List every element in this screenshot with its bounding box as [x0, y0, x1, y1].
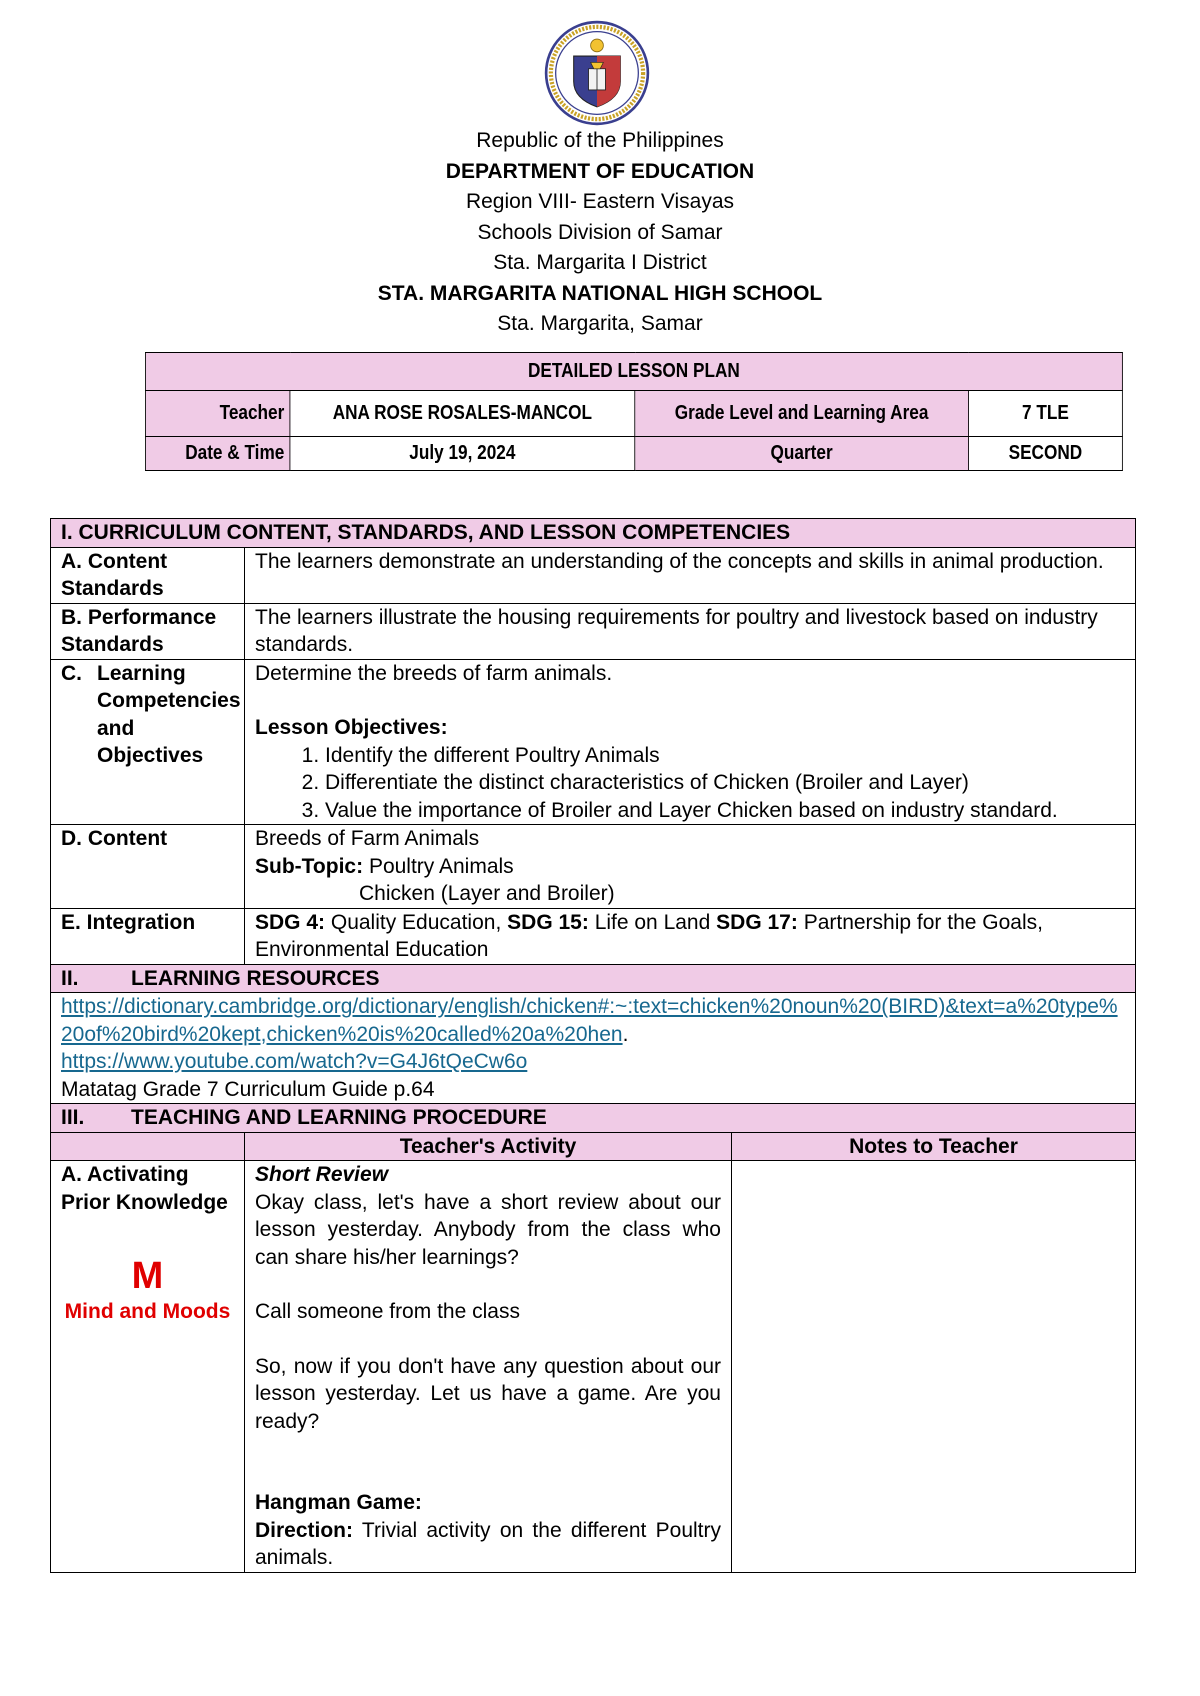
notes-to-teacher-cell	[732, 1161, 1136, 1573]
performance-standards-label: B. Performance Standards	[51, 603, 245, 659]
m-letter: M	[131, 1255, 164, 1297]
teachers-activity-cell	[245, 1161, 732, 1573]
teacher-label: Teacher	[145, 391, 289, 437]
competencies-cell	[245, 659, 1136, 825]
date-value: July 19, 2024	[290, 437, 635, 471]
content-text: Breeds of Farm Animals	[255, 827, 480, 850]
activating-knowledge-label: A. Activating Prior Knowledge	[61, 1163, 228, 1214]
subtopic-value: Poultry Animals	[368, 854, 514, 878]
document-header	[0, 126, 1200, 340]
competencies-letter: C.	[61, 661, 82, 685]
procedure-header-blank	[51, 1132, 245, 1161]
grade-label: Grade Level and Learning Area	[635, 391, 969, 437]
sdg4-label: SDG 4:	[255, 910, 326, 934]
direction-text: Trivial activity on the different Poultry animals.	[255, 1518, 721, 1569]
header-republic: Republic of the Philippines	[476, 129, 724, 152]
teacher-value: ANA ROSE ROSALES-MANCOL	[290, 391, 635, 437]
competencies-label-cell	[51, 659, 245, 825]
grade-value: 7 TLE	[968, 391, 1122, 437]
resource-link-dictionary[interactable]: https://dictionary.cambridge.org/dictionary/english/chicken#:~:text=chicken%20noun%20(BIRD)&text=a%20type%20of%20bird%20kept,chicken%20is%20called%20a%20hen	[61, 995, 1118, 1046]
activity-paragraph-3: So, now if you don't have any question about our lesson yesterday. Let us have a game. Are you ready?	[255, 1354, 721, 1433]
content-standards-text: The learners demonstrate an understanding of the concepts and skills in animal production.	[245, 547, 1136, 603]
header-school: STA. MARGARITA NATIONAL HIGH SCHOOL	[377, 281, 823, 305]
sdg17-text: Partnership for the Goals, Environmental Education	[255, 910, 1043, 961]
date-label: Date & Time	[145, 437, 289, 471]
sdg4-text: Quality Education,	[330, 910, 502, 934]
header-district: Sta. Margarita I District	[493, 251, 707, 274]
deped-seal-logo	[544, 20, 650, 126]
objective-item: 3. Value the importance of Broiler and Layer Chicken based on industry standard.	[325, 797, 1125, 825]
teachers-activity-header: Teacher's Activity	[245, 1132, 732, 1161]
integration-cell	[245, 908, 1136, 964]
sdg17-label: SDG 17:	[716, 910, 798, 934]
notes-to-teacher-header: Notes to Teacher	[732, 1132, 1136, 1161]
subtopic-value-2: Chicken (Layer and Broiler)	[359, 882, 615, 905]
lesson-plan-info-table	[145, 352, 1123, 471]
integration-label: E. Integration	[51, 908, 245, 964]
activity-paragraph-1: Okay class, let's have a short review about our lesson yesterday. Anybody from the class who can share his/her learnings?	[255, 1190, 721, 1269]
competencies-label: Learning Competencies and Objectives	[97, 661, 241, 767]
objective-item: 2. Differentiate the distinct characteristics of Chicken (Broiler and Layer)	[325, 769, 1125, 797]
quarter-label: Quarter	[635, 437, 969, 471]
header-address: Sta. Margarita, Samar	[497, 312, 703, 335]
content-standards-label: A. Content Standards	[51, 547, 245, 603]
header-region: Region VIII- Eastern Visayas	[465, 190, 735, 213]
resource-guide: Matatag Grade 7 Curriculum Guide p.64	[61, 1077, 435, 1101]
objectives-label: Lesson Objectives:	[255, 716, 448, 739]
mind-and-moods-label: Mind and Moods	[64, 1300, 231, 1323]
resources-cell: https://dictionary.cambridge.org/dictionary/english/chicken#:~:text=chicken%20noun%20(BIRD)&text=a%20type%20of%20bird%20kept,chicken%20is%20called%20a%20hen. https://www.youtube.com/watch?v=G4J6tQeCw6o Matatag Grade 7 Curriculum Guide p.64	[51, 993, 1136, 1104]
sdg15-text: Life on Land	[594, 910, 711, 934]
header-division: Schools Division of Samar	[477, 220, 723, 244]
section2-title: II. LEARNING RESOURCES	[51, 964, 1136, 993]
lesson-plan-title: DETAILED LESSON PLAN	[145, 353, 1122, 391]
hangman-heading: Hangman Game:	[255, 1491, 422, 1514]
content-cell	[245, 825, 1136, 909]
competencies-text: Determine the breeds of farm animals.	[255, 661, 613, 685]
objective-item: 1. Identify the different Poultry Animals	[325, 742, 1125, 770]
subtopic-label: Sub-Topic:	[255, 854, 364, 878]
header-department: DEPARTMENT OF EDUCATION	[445, 159, 755, 183]
activating-knowledge-cell	[51, 1161, 245, 1573]
direction-label: Direction:	[255, 1518, 354, 1542]
performance-standards-text: The learners illustrate the housing requirements for poultry and livestock based on industry standards.	[245, 603, 1136, 659]
short-review-heading: Short Review	[255, 1163, 389, 1186]
quarter-value: SECOND	[968, 437, 1122, 471]
content-label: D. Content	[51, 825, 245, 909]
section1-title: I. CURRICULUM CONTENT, STANDARDS, AND LESSON COMPETENCIES	[51, 519, 1136, 548]
activity-paragraph-2: Call someone from the class	[255, 1300, 520, 1323]
resource-link-youtube[interactable]: https://www.youtube.com/watch?v=G4J6tQeCw6o	[61, 1050, 528, 1073]
sdg15-label: SDG 15:	[507, 910, 589, 934]
lesson-content-table	[50, 518, 1136, 1573]
section3-title: III. TEACHING AND LEARNING PROCEDURE	[51, 1104, 1136, 1133]
objectives-list	[255, 742, 1125, 825]
